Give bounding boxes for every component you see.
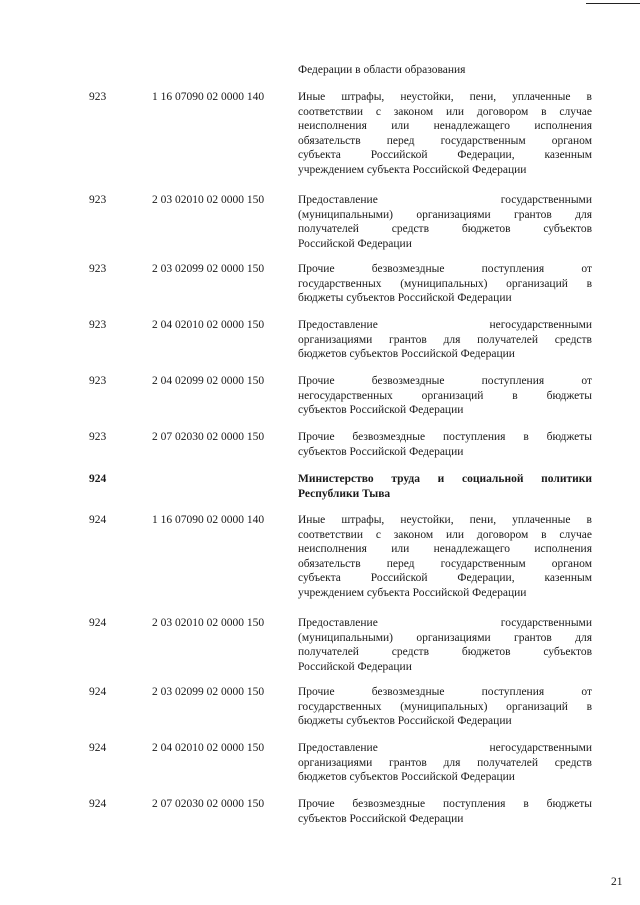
description-line: Прочие безвозмездные поступления в бюджеты xyxy=(298,431,592,443)
description-line: неисполнения или ненадлежащего исполнения xyxy=(298,543,592,556)
income-description xyxy=(298,685,592,729)
description-line: обязательств перед государственным органом xyxy=(298,557,592,570)
income-code: 2 03 02099 02 0000 150 xyxy=(152,686,265,698)
ministry-name xyxy=(298,472,592,501)
description-line: субъекта Российской Федерации, казенным xyxy=(298,572,592,585)
income-code: 2 03 02099 02 0000 150 xyxy=(152,263,265,275)
admin-code: 923 xyxy=(89,431,107,443)
income-description xyxy=(298,616,592,674)
description-line: организациями грантов для получателей средств xyxy=(298,756,592,769)
description-line: (муниципальными) организациями грантов для xyxy=(298,208,592,221)
description-line: Республики Тыва xyxy=(298,487,391,500)
admin-code: 923 xyxy=(89,91,107,103)
income-description xyxy=(298,513,592,601)
income-code: 2 04 02010 02 0000 150 xyxy=(152,742,265,754)
admin-code: 924 xyxy=(89,617,107,629)
description-line: обязательств перед государственным органом xyxy=(298,134,592,147)
admin-code: 924 xyxy=(89,742,107,754)
admin-code: 923 xyxy=(89,375,107,387)
description-line: Иные штрафы, неустойки, пени, уплаченные в xyxy=(298,514,592,526)
admin-code: 923 xyxy=(89,319,107,331)
description-line: субъектов Российской Федерации xyxy=(298,445,464,458)
description-line: учреждением субъекта Российской Федерации xyxy=(298,586,527,599)
page-number: 21 xyxy=(611,876,623,888)
admin-code: 924 xyxy=(89,798,107,810)
description-line: субъекта Российской Федерации, казенным xyxy=(298,149,592,162)
description-line: негосударственных организаций в бюджеты xyxy=(298,389,592,402)
description-line: Иные штрафы, неустойки, пени, уплаченные в xyxy=(298,91,592,103)
income-code: 2 04 02010 02 0000 150 xyxy=(152,319,265,331)
income-code: 2 04 02099 02 0000 150 xyxy=(152,375,265,387)
description-line: Предоставление государственными xyxy=(298,617,592,629)
description-line: бюджетов субъектов Российской Федерации xyxy=(298,771,515,784)
income-code: 2 03 02010 02 0000 150 xyxy=(152,194,265,206)
description-line: организациями грантов для получателей средств xyxy=(298,333,592,346)
top-edge-rule xyxy=(586,3,640,4)
description-line: соответствии с законом или договором в случае xyxy=(298,105,592,118)
description-line: субъектов Российской Федерации xyxy=(298,812,464,825)
admin-code: 924 xyxy=(89,514,107,526)
income-description xyxy=(298,193,592,251)
income-code: 2 03 02010 02 0000 150 xyxy=(152,617,265,629)
description-line: бюджетов субъектов Российской Федерации xyxy=(298,348,515,361)
income-code: 1 16 07090 02 0000 140 xyxy=(152,514,265,526)
description-line: субъектов Российской Федерации xyxy=(298,404,464,417)
income-description xyxy=(298,797,592,826)
continuation-text: Федерации в области образования xyxy=(298,64,466,76)
description-line: Предоставление негосударственными xyxy=(298,742,592,754)
description-line: Предоставление государственными xyxy=(298,194,592,206)
income-description xyxy=(298,262,592,306)
description-line: Министерство труда и социальной политики xyxy=(298,473,592,485)
income-description xyxy=(298,318,592,362)
description-line: Прочие безвозмездные поступления в бюджеты xyxy=(298,798,592,810)
admin-code: 924 xyxy=(89,686,107,698)
admin-code: 924 xyxy=(89,473,107,485)
description-line: бюджеты субъектов Российской Федерации xyxy=(298,292,512,305)
income-description xyxy=(298,90,592,178)
description-line: государственных (муниципальных) организаций в xyxy=(298,700,592,713)
description-line: соответствии с законом или договором в случае xyxy=(298,528,592,541)
description-line: государственных (муниципальных) организаций в xyxy=(298,277,592,290)
description-line: Прочие безвозмездные поступления от xyxy=(298,263,592,275)
description-line: Прочие безвозмездные поступления от xyxy=(298,686,592,698)
description-line: получателей средств бюджетов субъектов xyxy=(298,646,592,659)
income-code: 1 16 07090 02 0000 140 xyxy=(152,91,265,103)
description-line: Предоставление негосударственными xyxy=(298,319,592,331)
income-description xyxy=(298,374,592,418)
admin-code: 923 xyxy=(89,194,107,206)
description-line: Российской Федерации xyxy=(298,237,412,250)
admin-code: 923 xyxy=(89,263,107,275)
description-line: получателей средств бюджетов субъектов xyxy=(298,223,592,236)
description-line: (муниципальными) организациями грантов для xyxy=(298,631,592,644)
description-line: Прочие безвозмездные поступления от xyxy=(298,375,592,387)
income-description xyxy=(298,741,592,785)
income-code: 2 07 02030 02 0000 150 xyxy=(152,798,265,810)
description-line: Российской Федерации xyxy=(298,660,412,673)
income-description xyxy=(298,430,592,459)
description-line: учреждением субъекта Российской Федерации xyxy=(298,163,527,176)
description-line: неисполнения или ненадлежащего исполнения xyxy=(298,120,592,133)
income-code: 2 07 02030 02 0000 150 xyxy=(152,431,265,443)
description-line: бюджеты субъектов Российской Федерации xyxy=(298,715,512,728)
